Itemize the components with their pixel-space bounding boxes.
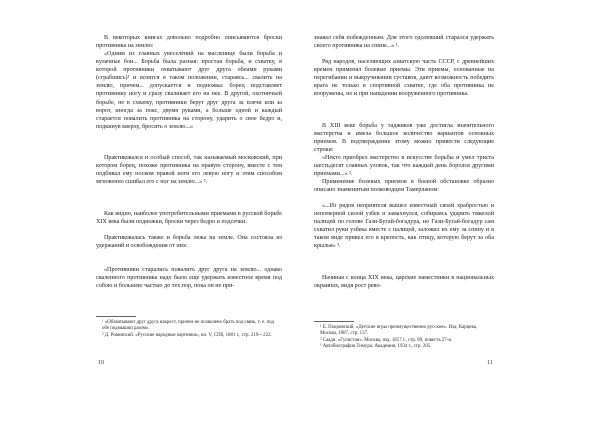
left-paragraph-4: Как видно, наиболее употребительными приемами в русской борьбе XIX века были подножки, броски через бедро и подсечки. bbox=[96, 211, 282, 226]
right-footnotes bbox=[314, 325, 494, 350]
right-paragraph-4: «Некто приобрел мастерство в искусстве борьбы и умел триста шестьдесят славных уловок, так что каждый день боролся другими приемами...» ². bbox=[314, 155, 494, 178]
right-page-number: 11 bbox=[487, 360, 493, 366]
right-footnote-1: ¹ Е. Покровский. «Детские игры преимущественно русские». Изд. Карцева, Москва, 1887, стр. 137. bbox=[320, 325, 478, 337]
right-footnote-divider bbox=[314, 321, 354, 322]
right-paragraph-3: В XIII веке борьба у таджиков уже достигла значительного мастерства и имела большое количество вариантов основных приемов. В подтверждение этому можно привести следующие строки: bbox=[314, 123, 494, 154]
right-paragraph-7: Начиная с конца XIX века, царские наместники в национальных окраинах, видя рост рево- bbox=[314, 275, 494, 290]
left-page-number: 10 bbox=[98, 360, 104, 366]
left-page-body bbox=[96, 34, 282, 314]
right-paragraph-6: «...Из рядов неприятеля вышел известный своей храбростью и непомерной силой узбек и замахнулся, собираясь ударить тяжелой палицей по голове Гази-Бугай-богадура, но Гази-Бугай-богадур сам схватил руки узбека вместе с палицей, заложил их ему за спину и в таком виде привел его в крепость, как птицу, которую берут за оба крылья» ³. bbox=[314, 203, 494, 250]
right-page-body bbox=[314, 34, 494, 298]
left-paragraph-1: В некоторых книгах довольно подробно описываются броски противника на землю: bbox=[96, 35, 282, 50]
right-paragraph-1: знавал себя побежденным. Для этого одолевший старался удержать своего противника на спине...» ¹. bbox=[314, 35, 494, 50]
left-footnote-divider bbox=[96, 316, 136, 317]
left-paragraph-3: Практиковался и особый способ, так называемый московский, при котором борец, похоже противника на правую сторону, вместе с тем подбивал ему носком правой ноги его левую ногу и этим способом мгновенно сшибал его с ног на землю...» ². bbox=[96, 155, 282, 186]
left-page bbox=[96, 34, 282, 338]
right-footnote-2: ² Саади. «Гулистан». Москва, изд. 1857 г., стр. 89, повесть 27-я. bbox=[320, 337, 452, 343]
left-paragraph-5: Практиковалась также и борьба лежа на земле. Она состояла из удержаний и освобождения от них: bbox=[96, 235, 282, 250]
right-paragraph-5: Применение болевых приемов в боевой обстановке образно описано знаменитым полководцем Тамерланом: bbox=[314, 179, 494, 194]
left-footnote-2: ² Д. Ровинский. «Русские народные картинки», кн. V, СПб, 1881 г., стр. 219—222. bbox=[102, 332, 272, 338]
left-footnotes bbox=[96, 320, 282, 339]
left-footnote-1: ¹ «Обхватывают друг друга накрест, причем не позволено брать под связь, т. е. под обе подмышки разом». bbox=[102, 320, 274, 332]
left-paragraph-2: «Одним из главных увеселений на масленице были борьба и кулачные бои... Борьба была разная: простая борьба, и схватку, в которой противники охватывают друг друга обеими руками (сграбшись)¹ и возятся в таком положении, стараясь... свалить на землю, причем... допускается и подножка: борец подставляет противнику ногу и сразу сваливает его на нее. В другой, охотничьей борьбе, не в схватку, противники берут друг друга за плечи или за ворот, иногда за пояс, двумя руками, а больше одной и каждый старается повалить противника на сторону, ударить о свое бедро и, подкинув кверху, бросить о землю...» bbox=[96, 51, 282, 130]
right-page bbox=[314, 34, 494, 349]
right-paragraph-2: Ряд народов, населяющих азиатскую часть СССР, с древнейших времен применял болевые приемы. Эти приемы, основанные на перегибании и выкручивании суставов, дают возможность победить врага не только в спортивной схватке, где оба противника не вооружены, но и при нападении вооруженного противника. bbox=[314, 59, 494, 98]
left-paragraph-6: «Противники старались повалить друг друга на землю... однако сваленного противника надо было еще удержать известное время под собою и большею частью до тех пор, пока он не при- bbox=[96, 267, 282, 290]
right-footnote-3: ³ Автобиография Тимура. Академия, 1934 г., стр. 205. bbox=[320, 343, 432, 349]
